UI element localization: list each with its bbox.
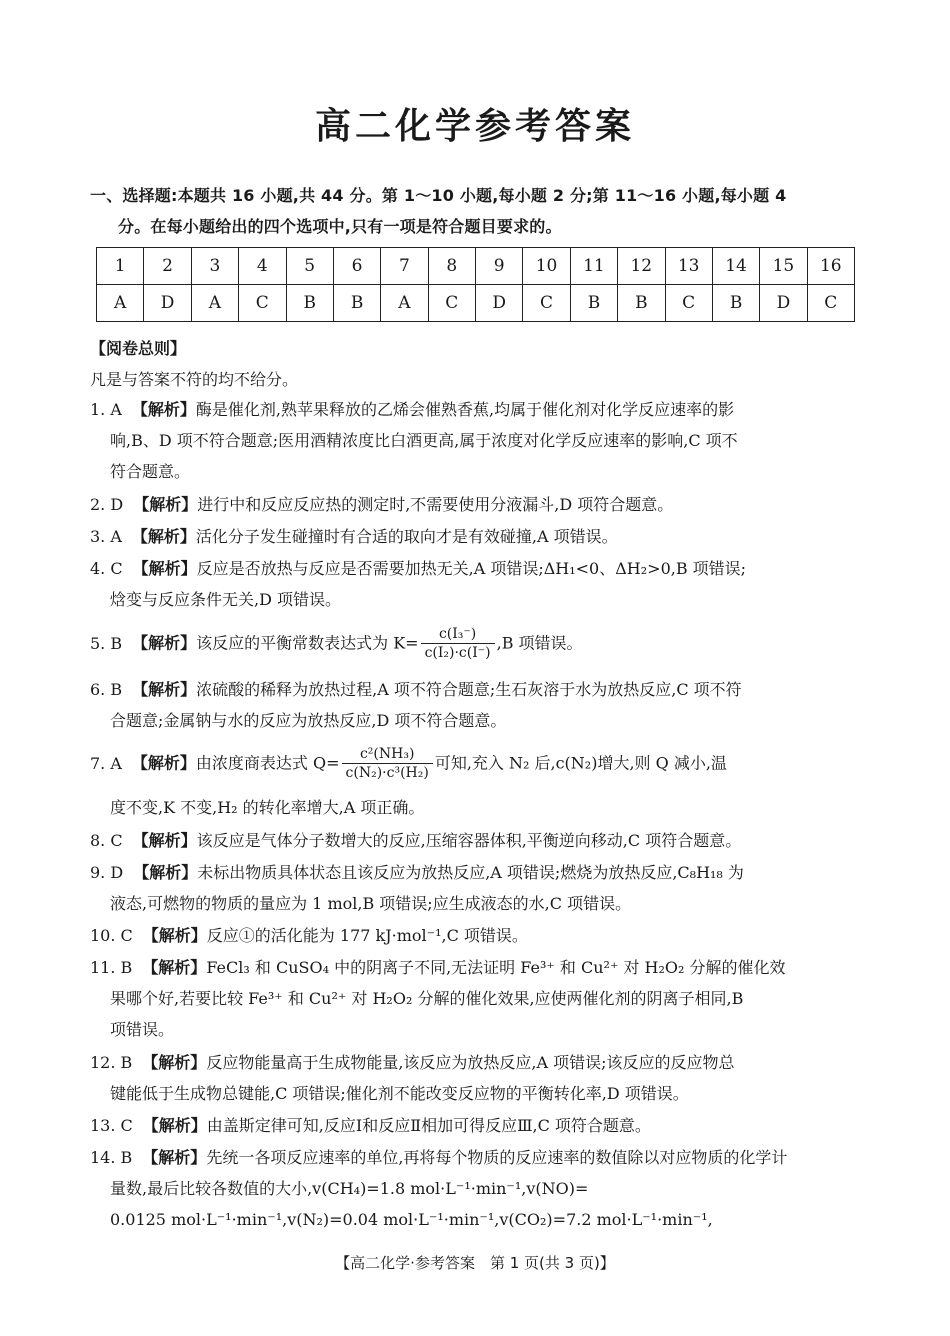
explanation-item-3 — [90, 521, 865, 552]
explanation-line — [90, 746, 865, 782]
explanation-line: 焓变与反应条件无关,D 项错误。 — [110, 590, 342, 609]
answer-letter: C — [523, 285, 570, 322]
explanation-line: 度不变,K 不变,H₂ 的转化率增大,A 项正确。 — [110, 798, 425, 817]
explanation-text: 反应是否放热与反应是否需要加热无关,A 项错误;ΔH₁<0、ΔH₂>0,B 项错误; — [196, 559, 747, 578]
explanation-item-1 — [90, 394, 865, 487]
item-number: 1. A — [90, 400, 122, 419]
answer-letter: B — [286, 285, 333, 322]
analysis-tag: 【解析】 — [132, 559, 197, 578]
fraction-numerator: c²(NH₃) — [359, 746, 415, 762]
answer-table-answer-row — [97, 285, 855, 322]
explanation-line — [90, 920, 865, 951]
answer-letter: A — [97, 285, 144, 322]
explanation-item-7 — [90, 746, 865, 823]
explanation-line: 键能低于生成物总键能,C 项错误;催化剂不能改变反应物的平衡转化率,D 项错误。 — [110, 1084, 689, 1103]
analysis-tag: 【解析】 — [142, 926, 207, 945]
explanation-item-14 — [90, 1142, 865, 1235]
answer-letter: C — [428, 285, 475, 322]
explanation-item-8 — [90, 825, 865, 856]
question-number: 6 — [333, 248, 380, 285]
explanation-line — [90, 952, 865, 983]
analysis-tag: 【解析】 — [131, 400, 196, 419]
answer-letter: D — [144, 285, 191, 322]
question-number: 5 — [286, 248, 333, 285]
analysis-tag: 【解析】 — [133, 495, 198, 514]
explanation-line: 响,B、D 项不符合题意;医用酒精浓度比白酒更高,属于浓度对化学反应速率的影响,C 项不 — [110, 431, 738, 450]
explanation-line: 项错误。 — [110, 1020, 175, 1039]
fraction-denominator: c(I₂)·c(I⁻) — [421, 643, 495, 662]
question-number: 9 — [476, 248, 523, 285]
item-number: 5. B — [90, 633, 123, 653]
item-number: 6. B — [90, 680, 123, 699]
answer-table — [96, 247, 855, 322]
explanation-text: 浓硫酸的稀释为放热过程,A 项不符合题意;生石灰溶于水为放热反应,C 项不符 — [196, 680, 742, 699]
section-heading-line-1: 一、选择题:本题共 16 小题,共 44 分。第 1～10 小题,每小题 2 分;第 11～16 小题,每小题 4 — [90, 186, 787, 205]
explanation-text: 活化分子发生碰撞时有合适的取向才是有效碰撞,A 项错误。 — [195, 527, 618, 546]
explanation-item-10 — [90, 920, 865, 951]
explanation-text: 由浓度商表达式 Q= — [195, 753, 340, 773]
question-number: 12 — [618, 248, 665, 285]
question-number: 16 — [807, 248, 854, 285]
item-number: 8. C — [90, 831, 123, 850]
explanation-text: 未标出物质具体状态且该反应为放热反应,A 项错误;燃烧为放热反应,C₈H₁₈ 为 — [197, 863, 744, 882]
explanation-item-13 — [90, 1110, 865, 1141]
explanation-line — [90, 489, 865, 520]
analysis-tag: 【解析】 — [132, 831, 197, 850]
analysis-tag: 【解析】 — [142, 958, 207, 977]
item-number: 7. A — [90, 753, 122, 773]
explanation-line: 果哪个好,若要比较 Fe³⁺ 和 Cu²⁺ 对 H₂O₂ 分解的催化效果,应使两催化剂的阴离子相同,B — [110, 989, 744, 1008]
explanation-line — [90, 626, 865, 662]
explanation-item-4 — [90, 553, 865, 615]
question-number: 15 — [760, 248, 807, 285]
explanation-line: 量数,最后比较各数值的大小,v(CH₄)=1.8 mol·L⁻¹·min⁻¹,v(NO)= — [110, 1179, 589, 1198]
answer-letter: B — [712, 285, 759, 322]
equilibrium-constant-fraction — [421, 626, 495, 662]
answer-letter: D — [760, 285, 807, 322]
question-number: 2 — [144, 248, 191, 285]
analysis-tag: 【解析】 — [142, 1116, 207, 1135]
analysis-tag: 【解析】 — [131, 527, 196, 546]
explanation-line — [90, 394, 865, 425]
explanation-text: 该反应的平衡常数表达式为 K= — [196, 633, 419, 653]
answer-letter: B — [333, 285, 380, 322]
explanation-item-5 — [90, 626, 865, 662]
answer-letter: C — [807, 285, 854, 322]
explanation-item-9 — [90, 857, 865, 919]
explanation-text: ,B 项错误。 — [496, 633, 583, 653]
answer-letter: D — [476, 285, 523, 322]
explanation-line: 符合题意。 — [110, 462, 191, 481]
analysis-tag: 【解析】 — [142, 1148, 207, 1167]
explanation-line — [90, 553, 865, 584]
answer-letter: B — [570, 285, 617, 322]
explanation-item-12 — [90, 1047, 865, 1109]
answer-letter: B — [618, 285, 665, 322]
answer-letter: C — [665, 285, 712, 322]
question-number: 3 — [191, 248, 238, 285]
explanation-text: 可知,充入 N₂ 后,c(N₂)增大,则 Q 减小,温 — [434, 753, 727, 773]
explanation-text: 由盖斯定律可知,反应Ⅰ和反应Ⅱ相加可得反应Ⅲ,C 项符合题意。 — [206, 1116, 651, 1135]
answer-letter: A — [191, 285, 238, 322]
analysis-tag: 【解析】 — [131, 753, 196, 773]
footer-text: 【高二化学·参考答案 第 1 页(共 3 页)】 — [335, 1254, 615, 1272]
question-number: 4 — [239, 248, 286, 285]
answer-letter: C — [239, 285, 286, 322]
analysis-tag: 【解析】 — [132, 680, 197, 699]
analysis-tag: 【解析】 — [142, 1053, 207, 1072]
item-number: 2. D — [90, 495, 124, 514]
reaction-quotient-fraction — [342, 746, 433, 782]
explanation-line: 合题意;金属钠与水的反应为放热反应,D 项不符合题意。 — [110, 711, 507, 730]
rules-heading: 【阅卷总则】 — [90, 339, 187, 358]
item-number: 4. C — [90, 559, 123, 578]
explanation-item-2 — [90, 489, 865, 520]
explanation-text: 该反应是气体分子数增大的反应,压缩容器体积,平衡逆向移动,C 项符合题意。 — [196, 831, 742, 850]
fraction-denominator: c(N₂)·c³(H₂) — [342, 763, 433, 782]
item-number: 12. B — [90, 1053, 133, 1072]
answer-letter: A — [381, 285, 428, 322]
explanation-line — [90, 1110, 865, 1141]
section-heading-line-2: 分。在每小题给出的四个选项中,只有一项是符合题目要求的。 — [118, 217, 562, 236]
page-title: 高二化学参考答案 — [314, 106, 635, 147]
item-number: 9. D — [90, 863, 124, 882]
page-footer — [0, 1252, 950, 1273]
item-number: 13. C — [90, 1116, 133, 1135]
explanation-item-11 — [90, 952, 865, 1045]
question-number: 10 — [523, 248, 570, 285]
analysis-tag: 【解析】 — [133, 863, 198, 882]
explanation-text: 先统一各项反应速率的单位,再将每个物质的反应速率的数值除以对应物质的化学计 — [206, 1148, 788, 1167]
explanation-line: 0.0125 mol·L⁻¹·min⁻¹,v(N₂)=0.04 mol·L⁻¹·min⁻¹,v(CO₂)=7.2 mol·L⁻¹·min⁻¹, — [110, 1210, 713, 1229]
question-number: 14 — [712, 248, 759, 285]
section-heading — [90, 180, 870, 242]
question-number: 8 — [428, 248, 475, 285]
fraction-numerator: c(I₃⁻) — [438, 626, 477, 642]
question-number: 7 — [381, 248, 428, 285]
explanation-text: 反应①的活化能为 177 kJ·mol⁻¹,C 项错误。 — [206, 926, 528, 945]
explanation-text: 反应物能量高于生成物能量,该反应为放热反应,A 项错误;该反应的反应物总 — [206, 1053, 735, 1072]
rules-text: 凡是与答案不符的均不给分。 — [90, 370, 299, 389]
question-number: 1 — [97, 248, 144, 285]
question-number: 11 — [570, 248, 617, 285]
explanation-line — [90, 825, 865, 856]
analysis-tag: 【解析】 — [132, 633, 197, 653]
item-number: 14. B — [90, 1148, 133, 1167]
explanation-line — [90, 857, 865, 888]
explanation-text: 酶是催化剂,熟苹果释放的乙烯会催熟香蕉,均属于催化剂对化学反应速率的影 — [195, 400, 735, 419]
explanation-text: 进行中和反应反应热的测定时,不需要使用分液漏斗,D 项符合题意。 — [197, 495, 674, 514]
explanation-line: 液态,可燃物的物质的量应为 1 mol,B 项错误;应生成液态的水,C 项错误。 — [110, 894, 632, 913]
explanation-text: FeCl₃ 和 CuSO₄ 中的阴离子不同,无法证明 Fe³⁺ 和 Cu²⁺ 对 H₂O₂ 分解的催化效 — [206, 958, 786, 977]
item-number: 3. A — [90, 527, 122, 546]
item-number: 11. B — [90, 958, 133, 977]
question-number: 13 — [665, 248, 712, 285]
explanation-item-6 — [90, 674, 865, 736]
explanation-line — [90, 521, 865, 552]
explanation-line — [90, 1142, 865, 1173]
answer-table-number-row — [97, 248, 855, 285]
item-number: 10. C — [90, 926, 133, 945]
explanation-line — [90, 1047, 865, 1078]
explanation-line — [90, 674, 865, 705]
